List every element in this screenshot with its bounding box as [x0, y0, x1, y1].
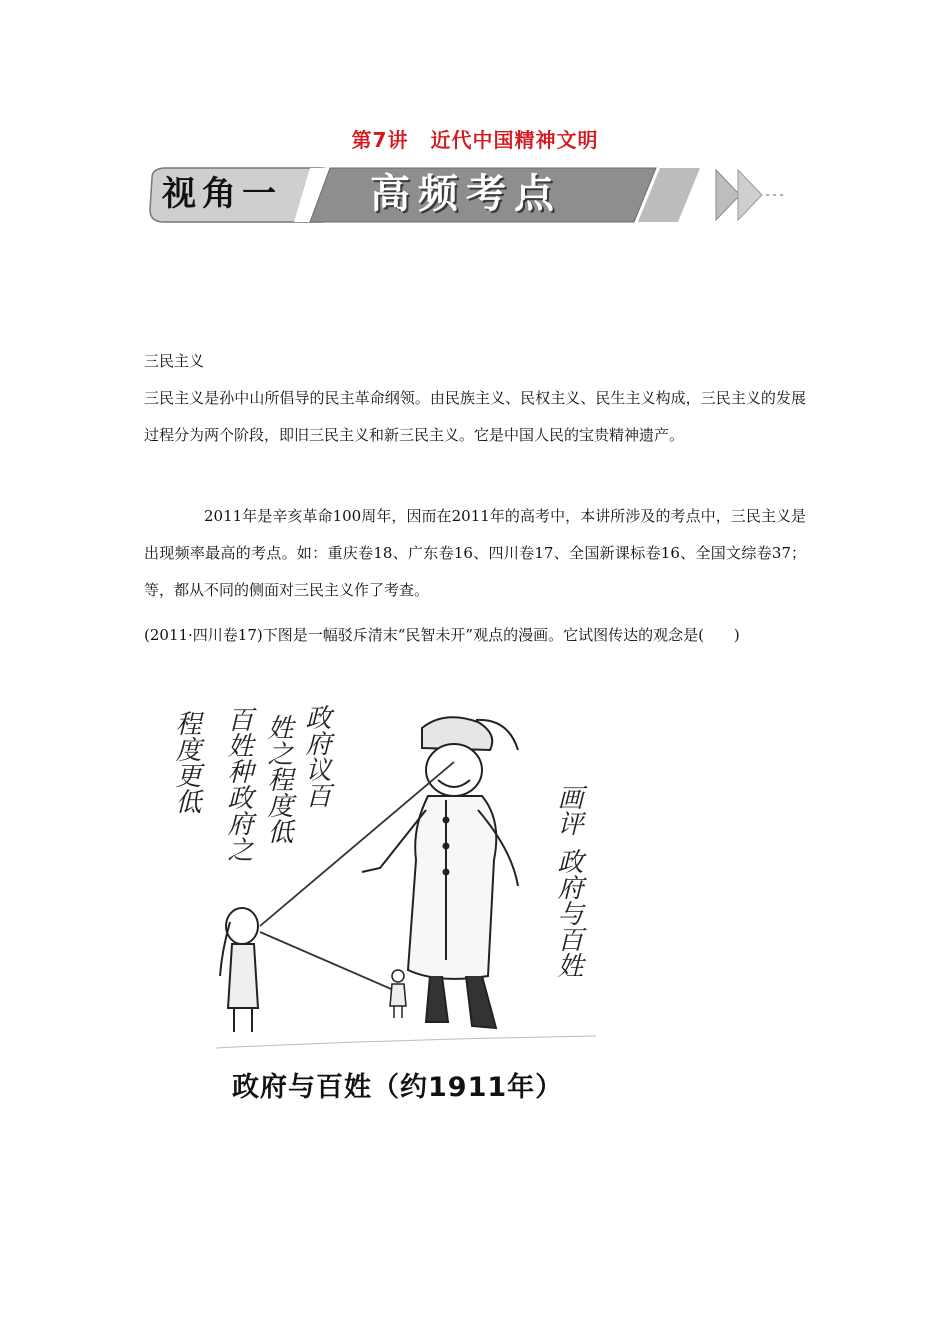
exam-note-paragraph: 2011年是辛亥革命100周年，因而在2011年的高考中，本讲所涉及的考点中，三民主义是出现频率最高的考点。如：重庆卷18、广东卷16、四川卷17、全国新课标卷16、全国文综卷37；等，都从不同的侧面对三民主义作了考查。 [144, 507, 806, 599]
definition-paragraph: 三民主义是孙中山所倡导的民主革命纲领。由民族主义、民权主义、民生主义构成，三民主义的发展过程分为两个阶段，即旧三民主义和新三民主义。它是中国人民的宝贵精神遗产。 [144, 389, 806, 444]
handwriting-col1: 程度更低 [171, 710, 201, 814]
official-figure [362, 717, 518, 1028]
section-heading: 三民主义 [144, 352, 205, 370]
banner-left-label: 视角一 [162, 174, 282, 214]
ground-line [216, 1036, 596, 1048]
handwriting-right-top: 画评 [553, 784, 583, 836]
handwriting-col4: 政府议百 [301, 704, 331, 808]
cartoon-illustration [171, 700, 606, 1060]
cartoon-caption: 政府与百姓（约1911年） [232, 1072, 564, 1103]
question-stem: (2011·四川卷17)下图是一幅驳斥清末“民智未开”观点的漫画。它试图传达的观念是( ) [144, 626, 740, 644]
small-figure [390, 970, 406, 1018]
lecture-number: 第7讲 [351, 128, 409, 152]
banner-right-label: 高频考点 [370, 171, 562, 217]
lecture-name: 近代中国精神文明 [430, 128, 599, 152]
handwriting-right-bottom: 政府与百姓 [553, 848, 583, 978]
gaze-line-lower [260, 932, 398, 992]
handwriting-col2: 百姓种政府之 [223, 706, 253, 862]
handwriting-col3: 姓之程度低 [263, 714, 293, 844]
cartoon-figure [171, 700, 606, 1060]
commoner-figure [220, 908, 258, 1032]
lecture-title [0, 124, 950, 153]
section-banner [144, 160, 784, 230]
